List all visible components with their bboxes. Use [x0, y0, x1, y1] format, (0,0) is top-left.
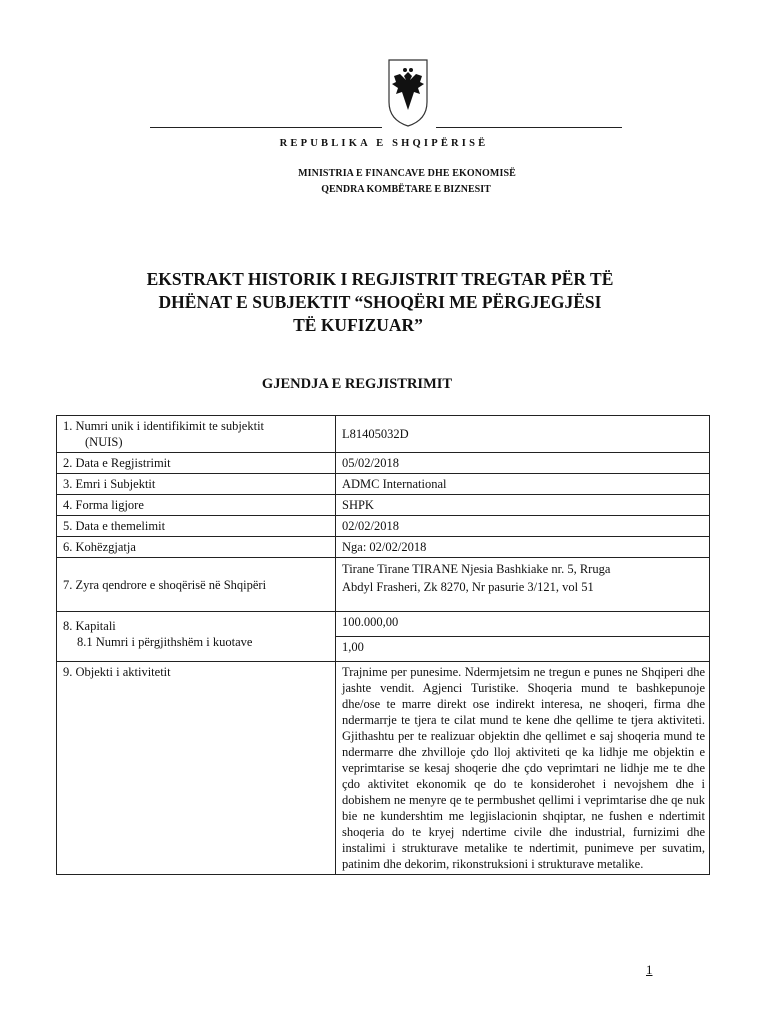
- founding-date-value: 02/02/2018: [336, 516, 710, 537]
- table-row: [57, 495, 710, 516]
- capital-label-cell: [57, 612, 336, 662]
- name-label: 3. Emri i Subjektit: [57, 474, 336, 495]
- nuis-label-suffix: (NUIS): [85, 435, 123, 449]
- table-row: [57, 516, 710, 537]
- table-row: [57, 612, 710, 637]
- capital-value: 100.000,00: [336, 612, 710, 637]
- object-value: Trajnime per punesime. Ndermjetsim ne tregun e punes ne Shqiperi dhe jashte vendit. Agjenci Turistike. Shoqeria mund te bashkepunoje dhe/ose te marre direkt ose indirekt interesa, ne shoqeri, firma dhe ndermarrje te tjera te cilat mund te kene dhe qellime te tjera aktiviteti. Gjithashtu per te realizuar objektin dhe qellimet e saj shoqeria mund te ndermarre dhe zhvilloje çdo lloj aktiviteti qe ka lidhje me objektin e veprimtarise se kesaj shoqerie dhe çdo veprimtari ne lidhje me te dhe çdo aktivitet ekonomik qe do te konsiderohet i nevojshem dhe i dobishem ne menyre qe te permbushet qellimi i veprimtarise dhe qe nuk bie ne kundershtim me legjislacionin shqiptar, ne fushen e ndertimit shoqeria do te kryej ndertime civile dhe industrial, furnizimi dhe instalimi i strukturave metalike te ndertimit, punimeve per suvatim, patinim dhe dekorim, rikonstruksioni i strukturave metalike.: [336, 662, 710, 875]
- legal-form-label: 4. Forma ligjore: [57, 495, 336, 516]
- office-value-line-2: Abdyl Frasheri, Zk 8270, Nr pasurie 3/121, vol 51: [342, 580, 594, 594]
- document-title: [60, 268, 700, 337]
- table-row: [57, 558, 710, 612]
- page-number: 1: [646, 962, 653, 977]
- albanian-eagle-emblem-icon: [386, 58, 430, 128]
- quotas-label: 8.1 Numri i përgjithshëm i kuotave: [77, 635, 253, 649]
- reg-date-value: 05/02/2018: [336, 453, 710, 474]
- office-label: 7. Zyra qendrore e shoqërisë në Shqipëri: [57, 558, 336, 612]
- duration-value: Nga: 02/02/2018: [336, 537, 710, 558]
- table-row: [57, 537, 710, 558]
- capital-label: 8. Kapitali: [63, 619, 116, 633]
- founding-date-label: 5. Data e themelimit: [57, 516, 336, 537]
- ministry-heading: MINISTRIA E FINANCAVE DHE EKONOMISË: [298, 168, 516, 179]
- reg-date-label: 2. Data e Regjistrimit: [57, 453, 336, 474]
- name-value: ADMC International: [336, 474, 710, 495]
- title-line-2: DHËNAT E SUBJEKTIT “SHOQËRI ME PËRGJEGJËSI: [158, 292, 602, 312]
- header-rule-left: [150, 127, 382, 128]
- object-label: 9. Objekti i aktivitetit: [57, 662, 336, 875]
- nuis-value: L81405032D: [336, 416, 710, 453]
- office-value-line-1: Tirane Tirane TIRANE Njesia Bashkiake nr. 5, Rruga: [342, 562, 611, 576]
- nuis-label: 1. Numri unik i identifikimit te subjektit: [63, 419, 265, 433]
- table-row: [57, 416, 710, 453]
- table-row: [57, 453, 710, 474]
- legal-form-value: SHPK: [336, 495, 710, 516]
- table-row: [57, 662, 710, 875]
- title-line-3: TË KUFIZUAR”: [293, 315, 423, 335]
- quotas-value: 1,00: [336, 637, 710, 662]
- section-subtitle: GJENDJA E REGJISTRIMIT: [261, 376, 453, 392]
- republic-heading: REPUBLIKA E SHQIPËRISË: [279, 138, 489, 149]
- header-rule-right: [436, 127, 622, 128]
- nuis-label-cell: [57, 416, 336, 453]
- business-center-heading: QENDRA KOMBËTARE E BIZNESIT: [321, 184, 491, 195]
- title-line-1: EKSTRAKT HISTORIK I REGJISTRIT TREGTAR PËR TË: [146, 269, 614, 289]
- duration-label: 6. Kohëzgjatja: [57, 537, 336, 558]
- registration-table: [56, 415, 710, 875]
- table-row: [57, 474, 710, 495]
- office-value-cell: [336, 558, 710, 612]
